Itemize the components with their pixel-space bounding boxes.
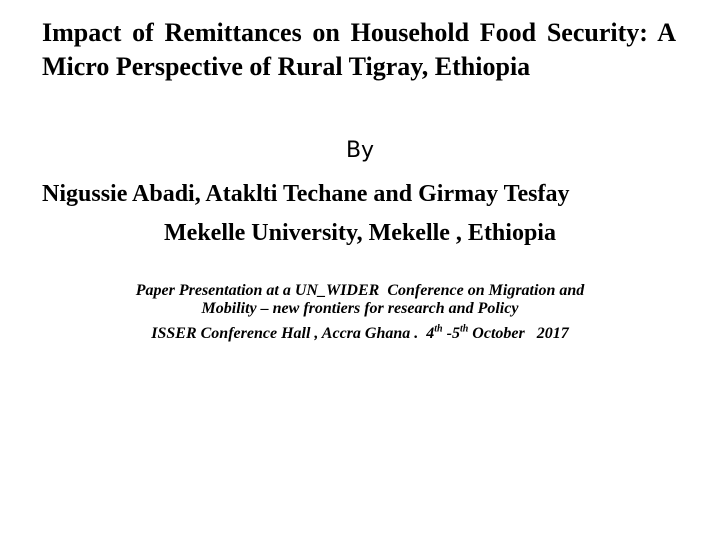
venue-sup-1: th [434,323,443,335]
presentation-note [60,282,660,318]
venue-suffix: October 2017 [468,325,569,342]
by-label: By [345,138,375,163]
venue-prefix: ISSER Conference Hall , Accra Ghana . 4 [151,325,435,342]
authors-line: Nigussie Abadi, Ataklti Techane and Girmay Tesfay [42,181,570,207]
slide-title: Impact of Remittances on Household Food Security: A Micro Perspective of Rural Tigray, Ethiopia [42,18,676,81]
presentation-line-1: Paper Presentation at a UN_WIDER Conference on Migration and [135,282,585,299]
presentation-line-2: Mobility – new frontiers for research and Policy [201,300,519,317]
venue-middle: -5 [442,325,460,342]
venue-sup-2: th [459,323,469,335]
affiliation-line: Mekelle University, Mekelle , Ethiopia [164,220,556,246]
venue-line [0,324,720,344]
